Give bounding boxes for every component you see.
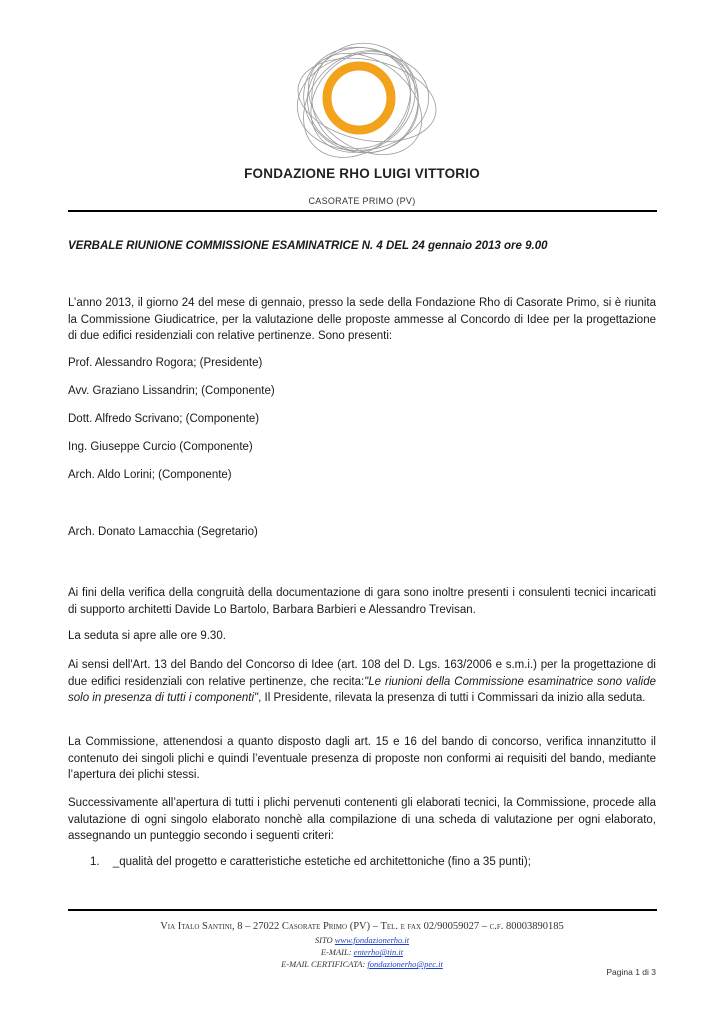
secretary: Arch. Donato Lamacchia (Segretario) bbox=[68, 526, 258, 538]
member-3: Dott. Alfredo Scrivano; (Componente) bbox=[68, 413, 260, 425]
article-quote: "Le riunioni della Commissione esaminatrice sono valide solo in presenza di tutti i componenti" bbox=[68, 675, 656, 704]
article-text-after: , Il Presidente, rilevata la presenza di tutti i Commissari da inizio alla seduta. bbox=[258, 692, 646, 704]
page-number: Pagina 1 di 3 bbox=[606, 967, 656, 977]
footer-email bbox=[0, 947, 724, 957]
article-paragraph bbox=[68, 657, 656, 707]
footer-address: Via Italo Santini, 8 – 27022 Casorate Primo (PV) – Tel. e fax 02/90059027 – c.f. 80003890185 bbox=[160, 921, 564, 932]
criteria-text: _qualità del progetto e caratteristiche estetiche ed architettoniche (fino a 35 punti); bbox=[112, 856, 531, 868]
commission-paragraph: La Commissione, attenendosi a quanto disposto dagli art. 15 e 16 del bando di concorso, verifica innanzitutto il contenuto dei singoli plichi e quindi l’eventuale presenza di proposte non conformi ai requisiti del bando, mediante l’apertura dei plichi stessi. bbox=[68, 736, 656, 781]
footer-divider bbox=[68, 909, 657, 911]
member-2: Avv. Graziano Lissandrin; (Componente) bbox=[68, 385, 275, 397]
pec-link[interactable]: fondazionerho@pec.it bbox=[367, 959, 443, 969]
criteria-item bbox=[90, 856, 531, 868]
member-4: Ing. Giuseppe Curcio (Componente) bbox=[68, 441, 253, 453]
evaluation-paragraph: Successivamente all’apertura di tutti i plichi pervenuti contenenti gli elaborati tecnici, la Commissione, procede alla valutazione di ogni singolo elaborato nonchè alla compilazione di una scheda di valutazione per ogni elaborato, assegnando un punteggio secondo i seguenti criteri: bbox=[68, 797, 656, 842]
member-1: Prof. Alessandro Rogora; (Presidente) bbox=[68, 357, 263, 369]
email-link[interactable]: enterho@tin.it bbox=[353, 947, 404, 957]
article-text-before: Ai sensi dell'Art. 13 del Bando del Concorso di Idee (art. 108 del D. Lgs. 163/2006 e s.m.i.) per la progettazione di due edifici residenziali con relative pertinenze, che recita: bbox=[68, 659, 656, 688]
organization-city: CASORATE PRIMO (PV) bbox=[308, 196, 416, 206]
criteria-number: 1. bbox=[90, 856, 100, 868]
intro-paragraph: L’anno 2013, il giorno 24 del mese di gennaio, presso la sede della Fondazione Rho di Casorate Primo, si è riunita la Commissione Giudicatrice, per la valutazione delle proposte ammesse al Concordo di Idee per la progettazione di due edifici residenziali con relative pertinenze. Sono presenti: bbox=[68, 297, 656, 342]
site-link[interactable]: www.fondazionerho.it bbox=[334, 935, 410, 945]
fondazione-logo-icon bbox=[285, 42, 439, 160]
email-label: E-MAIL: bbox=[320, 947, 352, 957]
organization-name: FONDAZIONE RHO LUIGI VITTORIO bbox=[244, 166, 480, 181]
pec-label: E-MAIL CERTIFICATA: bbox=[281, 959, 366, 969]
site-label: SITO bbox=[314, 935, 333, 945]
member-5: Arch. Aldo Lorini; (Componente) bbox=[68, 469, 232, 481]
footer-site bbox=[0, 935, 724, 945]
consultants-paragraph: Ai fini della verifica della congruità della documentazione di gara sono inoltre presenti i consulenti tecnici incaricati di supporto architetti Davide Lo Bartolo, Barbara Barbieri e Alessandro Trevisan. bbox=[68, 587, 656, 616]
opening-time: La seduta si apre alle ore 9.30. bbox=[68, 630, 226, 642]
document-title: VERBALE RIUNIONE COMMISSIONE ESAMINATRICE N. 4 DEL 24 gennaio 2013 ore 9.00 bbox=[68, 240, 548, 252]
header-divider bbox=[68, 210, 657, 212]
